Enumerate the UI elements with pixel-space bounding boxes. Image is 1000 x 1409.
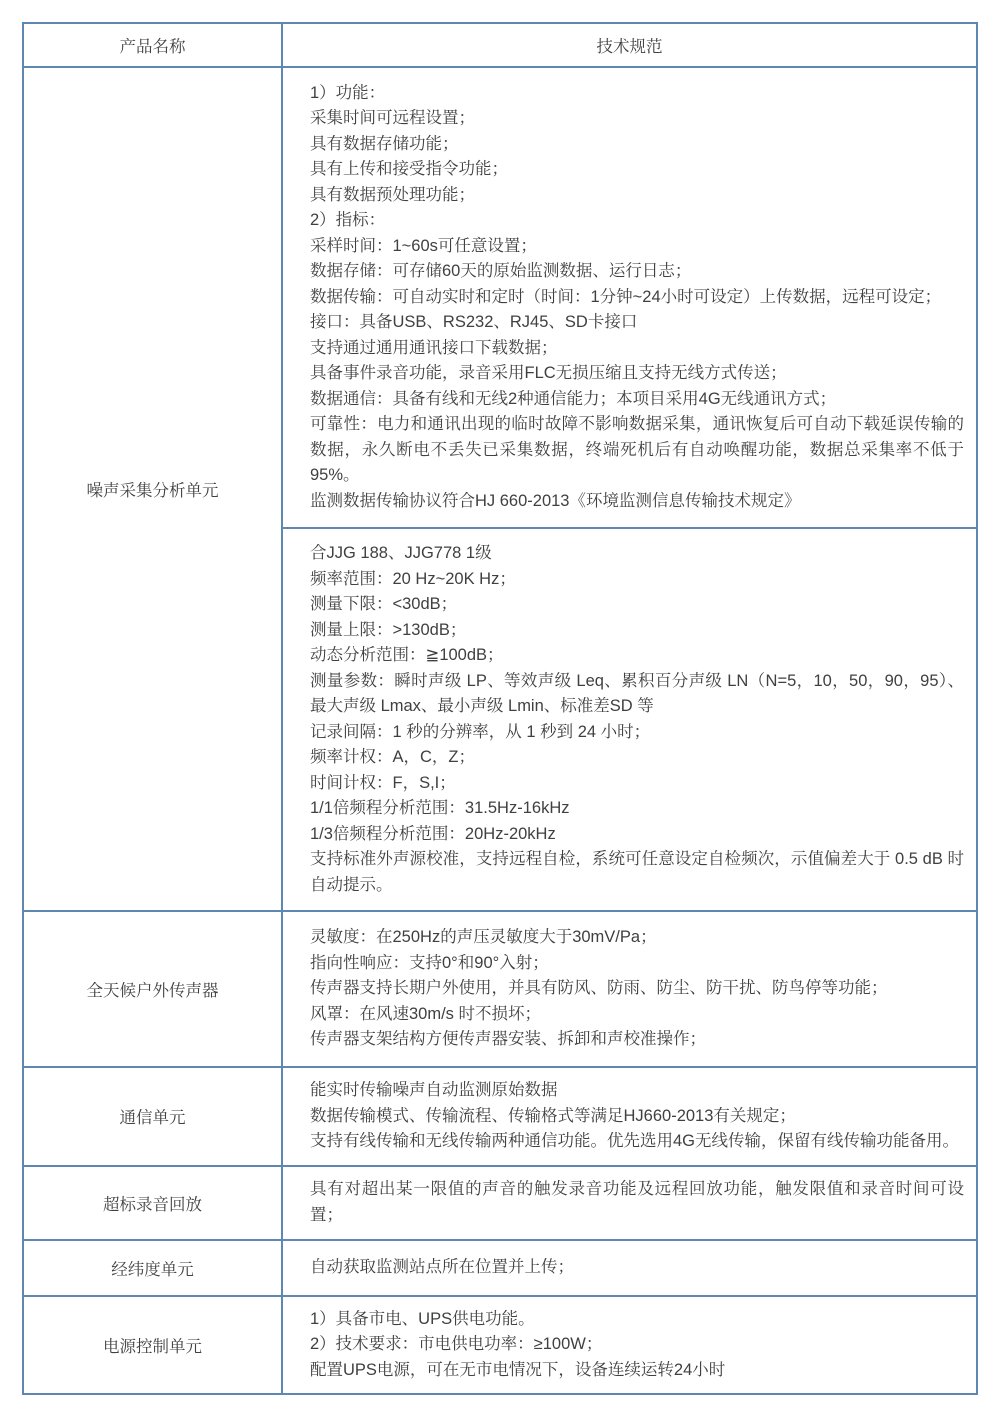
product-name-label: 噪声采集分析单元 <box>86 482 219 500</box>
spec-paragraph: 风罩：在风速30m/s 时不损坏； <box>310 1004 542 1023</box>
spec-table <box>22 22 978 1395</box>
spec-paragraph: 2）指标： <box>310 211 386 230</box>
spec-paragraph: 具有对超出某一限值的声音的触发录音功能及远程回放功能，触发限值和录音时间可设置； <box>310 1180 964 1224</box>
spec-paragraph: 传声器支持长期户外使用，并具有防风、防雨、防尘、防干扰、防鸟停等功能； <box>310 979 888 998</box>
spec-paragraph: 支持标准外声源校准，支持远程自检，系统可任意设定自检频次，示值偏差大于 0.5 dB 时自动提示。 <box>310 850 964 894</box>
spec-cell <box>283 1241 976 1295</box>
table-row <box>24 1066 976 1165</box>
spec-paragraph: 1）功能： <box>310 83 386 102</box>
product-name-cell <box>24 68 283 910</box>
product-name-cell <box>24 912 283 1066</box>
spec-paragraph: 测量下限：<30dB； <box>310 595 458 613</box>
product-name-label: 电源控制单元 <box>103 1337 202 1356</box>
spec-paragraph: 数据存储：可存储60天的原始监测数据、运行日志； <box>310 262 692 281</box>
table-row <box>24 68 976 910</box>
product-name-cell <box>24 1297 283 1394</box>
table-row <box>24 1165 976 1239</box>
spec-paragraph: 具备事件录音功能，录音采用FLC无损压缩且支持无线方式传送； <box>310 364 787 383</box>
product-name-label: 经纬度单元 <box>111 1260 194 1279</box>
spec-block <box>283 527 976 910</box>
spec-block <box>283 1167 976 1239</box>
spec-cell <box>283 1297 976 1394</box>
product-name-label: 超标录音回放 <box>103 1195 202 1214</box>
spec-paragraph: 频率计权：A，C，Z； <box>310 748 475 766</box>
spec-paragraph: 数据传输模式、传输流程、传输格式等满足HJ660-2013有关规定； <box>310 1106 796 1125</box>
spec-block <box>283 68 976 527</box>
spec-paragraph: 采样时间：1~60s可任意设置； <box>310 236 537 255</box>
spec-paragraph: 测量上限：>130dB； <box>310 620 467 639</box>
header-product-name-cell <box>24 24 283 66</box>
spec-paragraph: 接口：具备USB、RS232、RJ45、SD卡接口 <box>310 313 638 332</box>
spec-paragraph: 记录间隔：1 秒的分辨率，从 1 秒到 24 小时； <box>310 722 651 741</box>
spec-paragraph: 数据通信：具备有线和无线2种通信能力；本项目采用4G无线通讯方式； <box>310 389 837 408</box>
spec-paragraph: 监测数据传输协议符合HJ 660-2013《环境监测信息传输技术规定》 <box>310 491 801 510</box>
product-name-cell <box>24 1241 283 1295</box>
spec-paragraph: 可靠性：电力和通讯出现的临时故障不影响数据采集，通讯恢复后可自动下载延误传输的数据，永久断电不丢失已采集数据，终端死机后有自动唤醒功能，数据总采集率不低于95%。 <box>310 415 964 485</box>
spec-paragraph: 动态分析范围：≧100dB； <box>310 646 504 664</box>
spec-paragraph: 1/3倍频程分析范围：20Hz-20kHz <box>310 824 556 843</box>
spec-paragraph: 支持通过通用通讯接口下载数据； <box>310 338 558 357</box>
product-name-cell <box>24 1068 283 1165</box>
table-row <box>24 1295 976 1394</box>
spec-block <box>283 912 976 1066</box>
product-name-cell <box>24 1167 283 1239</box>
header-product-name-label: 产品名称 <box>119 38 186 56</box>
spec-paragraph: 数据传输：可自动实时和定时（时间：1分钟~24小时可设定）上传数据，远程可设定； <box>310 287 942 306</box>
spec-paragraph: 自动获取监测站点所在位置并上传； <box>310 1257 574 1276</box>
spec-paragraph: 1/1倍频程分析范围：31.5Hz-16kHz <box>310 799 570 817</box>
spec-paragraph: 能实时传输噪声自动监测原始数据 <box>310 1081 558 1099</box>
spec-paragraph: 支持有线传输和无线传输两种通信功能。优先选用4G无线传输，保留有线传输功能备用。 <box>310 1132 960 1150</box>
spec-paragraph: 时间计权：F，S,I； <box>310 773 456 792</box>
spec-cell <box>283 912 976 1066</box>
table-header-row <box>24 24 976 68</box>
spec-paragraph: 频率范围：20 Hz~20K Hz； <box>310 569 516 588</box>
spec-paragraph: 传声器支架结构方便传声器安装、拆卸和声校准操作； <box>310 1030 706 1049</box>
spec-block <box>283 1297 976 1394</box>
spec-paragraph: 合JJG 188、JJG778 1级 <box>310 544 492 562</box>
spec-block <box>283 1068 976 1165</box>
table-row <box>24 1239 976 1295</box>
spec-paragraph: 灵敏度：在250Hz的声压灵敏度大于30mV/Pa； <box>310 928 657 947</box>
spec-paragraph: 具有数据存储功能； <box>310 134 459 153</box>
spec-paragraph: 具有数据预处理功能； <box>310 185 475 204</box>
header-tech-spec-label: 技术规范 <box>596 38 663 56</box>
spec-paragraph: 2）技术要求：市电供电功率：≥100W； <box>310 1335 603 1353</box>
spec-cell <box>283 1167 976 1239</box>
spec-paragraph: 测量参数：瞬时声级 LP、等效声级 Leq、累积百分声级 LN（N=5，10，50，90，95）、最大声级 Lmax、最小声级 Lmin、标准差SD 等 <box>310 671 964 715</box>
spec-cell <box>283 1068 976 1165</box>
header-tech-spec-cell <box>283 24 976 66</box>
spec-paragraph: 指向性响应：支持0°和90°入射； <box>310 953 549 972</box>
spec-paragraph: 采集时间可远程设置； <box>310 109 475 128</box>
spec-block <box>283 1241 976 1295</box>
table-row <box>24 910 976 1066</box>
spec-paragraph: 1）具备市电、UPS供电功能。 <box>310 1309 535 1328</box>
product-name-label: 通信单元 <box>119 1109 186 1128</box>
spec-paragraph: 配置UPS电源，可在无市电情况下，设备连续运转24小时 <box>310 1360 726 1379</box>
spec-paragraph: 具有上传和接受指令功能； <box>310 160 508 179</box>
spec-cell <box>283 68 976 910</box>
product-name-label: 全天候户外传声器 <box>86 982 219 1000</box>
